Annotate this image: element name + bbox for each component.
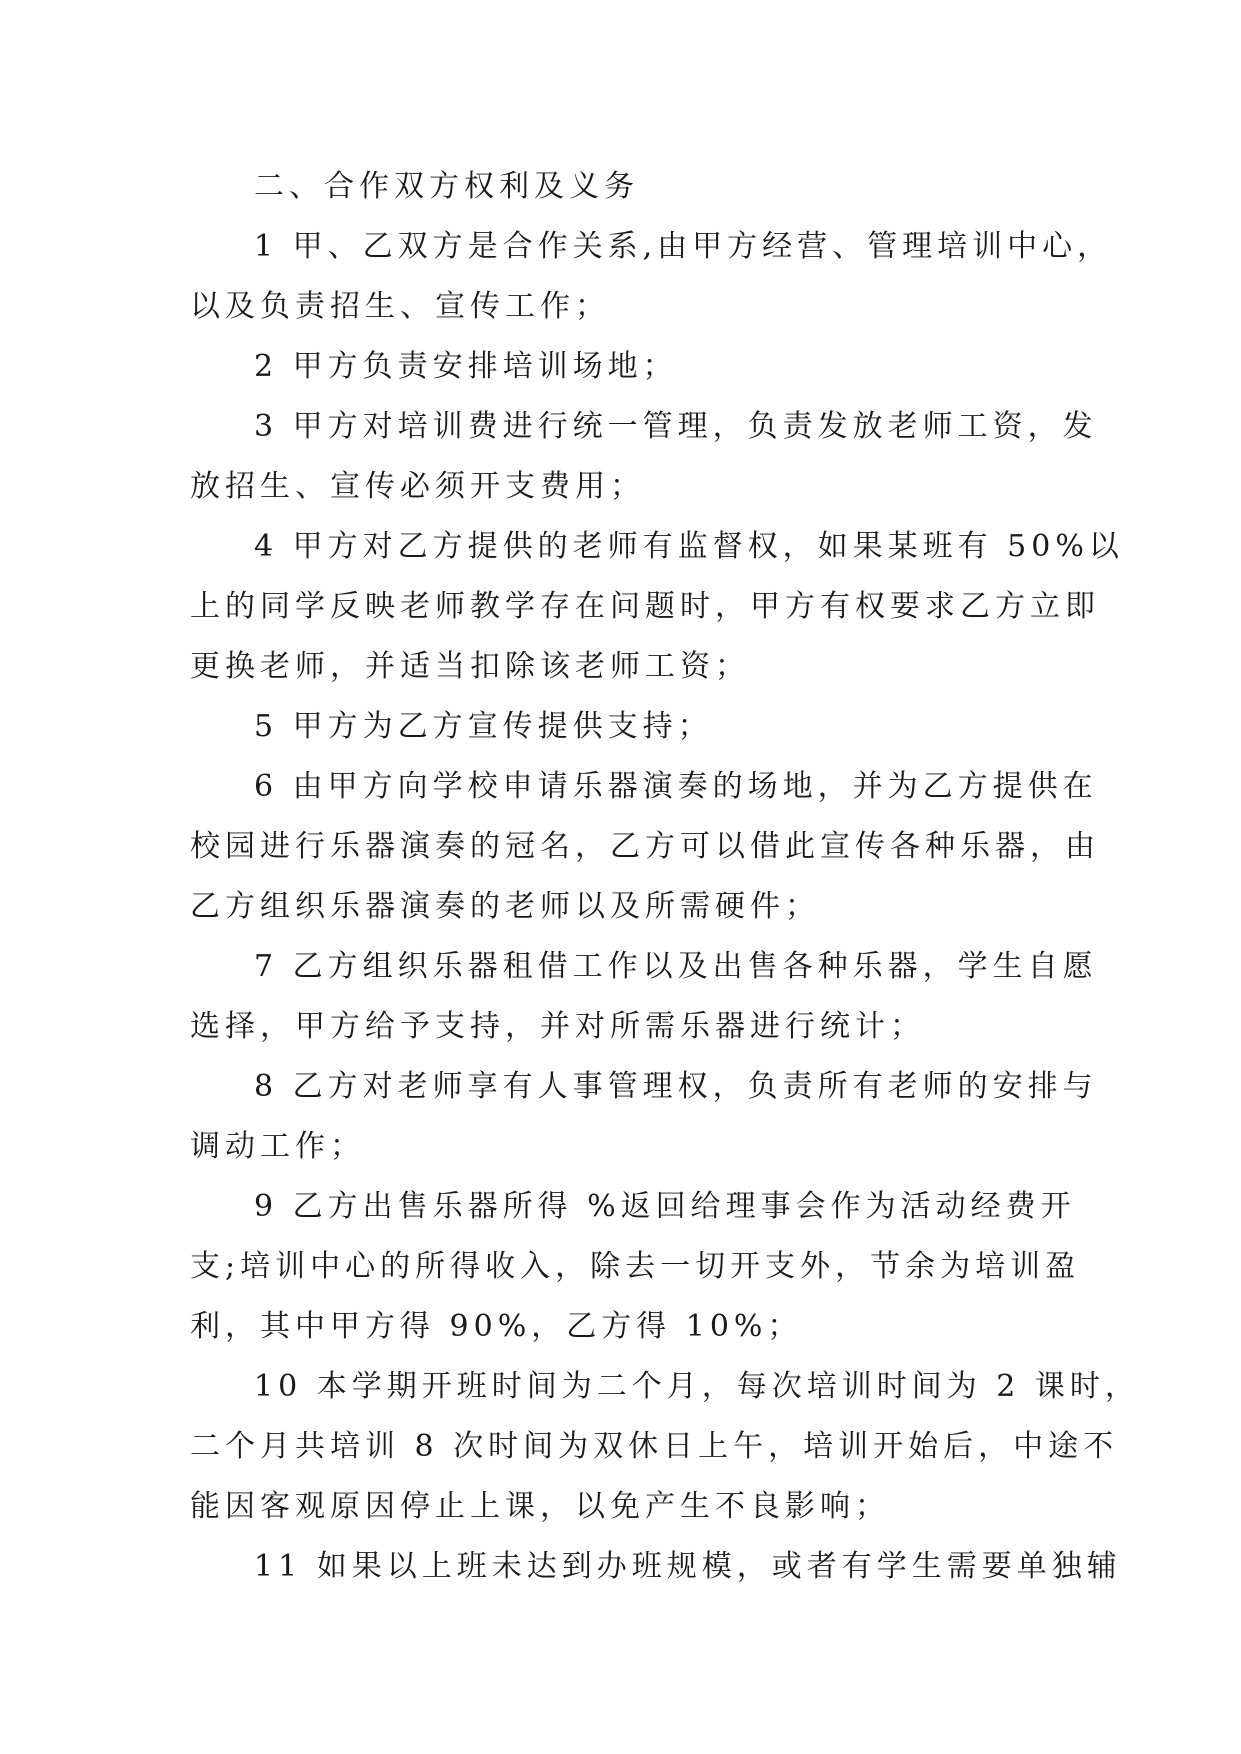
text-line: 支;培训中心的所得收入，除去一切开支外，节余为培训盈 [190, 1249, 1081, 1284]
text-line: 11 如果以上班未达到办班规模，或者有学生需要单独辅 [254, 1549, 1122, 1584]
text-line: 上的同学反映老师教学存在问题时，甲方有权要求乙方立即 [190, 589, 1100, 624]
text-line: 更换老师，并适当扣除该老师工资； [190, 649, 750, 684]
text-line: 二个月共培训 8 次时间为双休日上午，培训开始后，中途不 [190, 1429, 1119, 1464]
text-line: 能因客观原因停止上课，以免产生不良影响； [190, 1489, 890, 1524]
text-line: 放招生、宣传必须开支费用； [190, 469, 645, 504]
text-line: 2 甲方负责安排培训场地； [254, 349, 678, 384]
text-line: 3 甲方对培训费进行统一管理，负责发放老师工资，发 [254, 409, 1098, 444]
text-line: 1 甲、乙双方是合作关系,由甲方经营、管理培训中心， [254, 229, 1113, 264]
text-line: 8 乙方对老师享有人事管理权，负责所有老师的安排与 [254, 1069, 1098, 1104]
text-line: 校园进行乐器演奏的冠名，乙方可以借此宣传各种乐器，由 [190, 829, 1100, 864]
text-line: 4 甲方对乙方提供的老师有监督权，如果某班有 50%以 [254, 529, 1124, 564]
text-line: 选择，甲方给予支持，并对所需乐器进行统计； [190, 1009, 925, 1044]
text-line: 利，其中甲方得 90%，乙方得 10%； [190, 1309, 803, 1344]
text-line: 10 本学期开班时间为二个月，每次培训时间为 2 课时， [254, 1369, 1140, 1404]
text-line: 乙方组织乐器演奏的老师以及所需硬件； [190, 889, 820, 924]
document-page [190, 157, 1140, 1597]
text-line: 5 甲方为乙方宣传提供支持； [254, 709, 713, 744]
document-body [190, 217, 1140, 1597]
text-line: 调动工作； [190, 1129, 365, 1164]
section-heading: 二、合作双方权利及义务 [254, 169, 639, 204]
text-line: 以及负责招生、宣传工作； [190, 289, 610, 324]
text-line: 7 乙方组织乐器租借工作以及出售各种乐器，学生自愿 [254, 949, 1098, 984]
text-line: 9 乙方出售乐器所得 %返回给理事会作为活动经费开 [254, 1189, 1076, 1224]
text-line: 6 由甲方向学校申请乐器演奏的场地，并为乙方提供在 [254, 769, 1098, 804]
